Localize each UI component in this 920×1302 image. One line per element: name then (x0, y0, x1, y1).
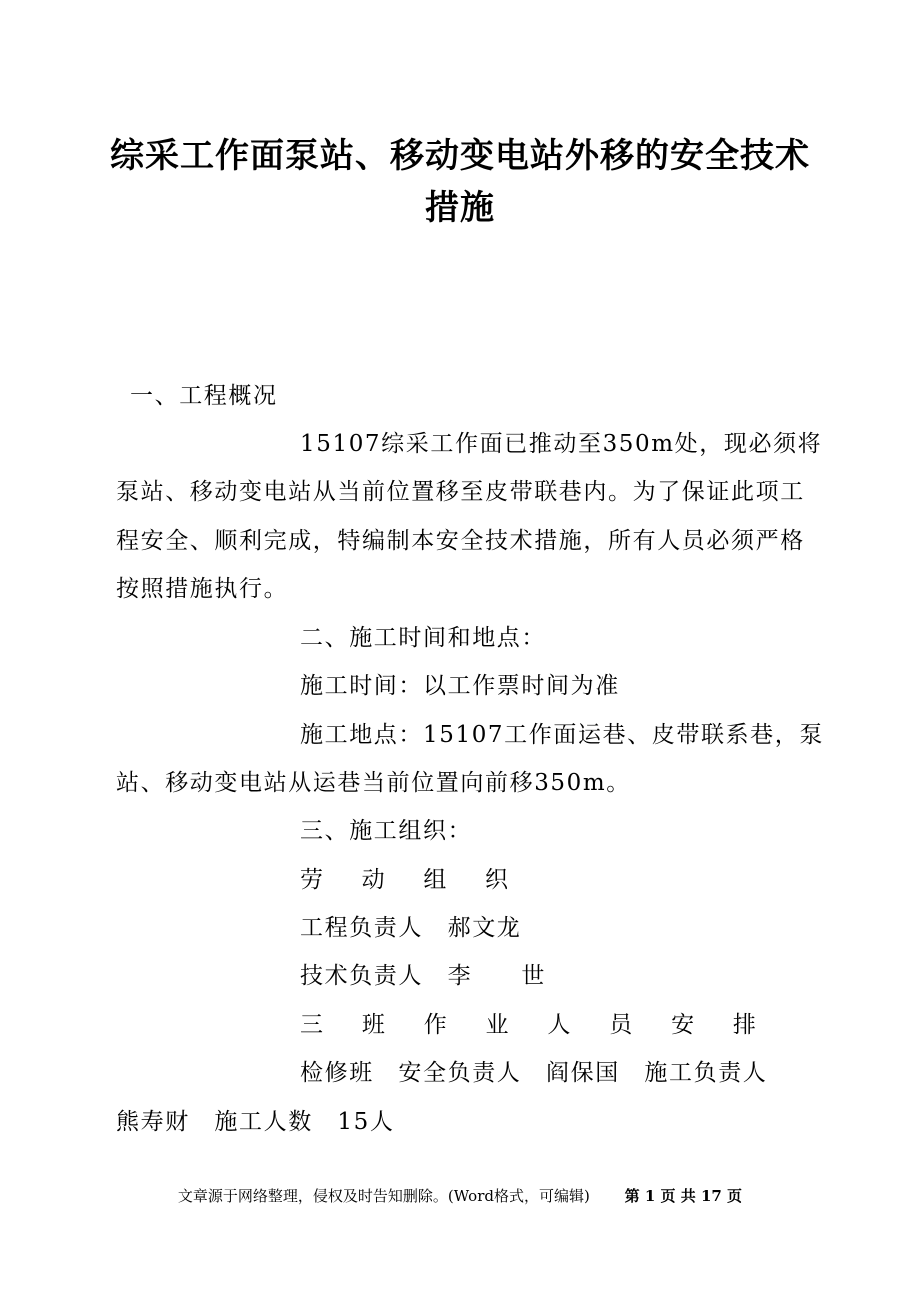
spaced-character: 劳 (300, 867, 323, 893)
spaced-character: 组 (423, 867, 447, 893)
spaced-character: 班 (361, 1012, 385, 1038)
page-footer (0, 1184, 920, 1208)
document-title-line1: 综采工作面泵站、移动变电站外移的安全技术 (110, 136, 810, 176)
section-heading-organization: 三、施工组织： (300, 818, 473, 844)
spaced-character: 业 (485, 1012, 509, 1038)
paragraph-line: 按照措施执行。 (116, 576, 289, 602)
paragraph-line: 程安全、顺利完成，特编制本安全技术措施，所有人员必须严格 (116, 528, 805, 554)
section-heading-time-place: 二、施工时间和地点： (300, 625, 546, 651)
labor-organization-heading (300, 863, 508, 897)
page-indicator: 第 1 页 共 17 页 (624, 1187, 743, 1205)
spaced-character: 作 (423, 1012, 447, 1038)
spaced-character: 三 (300, 1012, 323, 1038)
spaced-character: 员 (609, 1012, 633, 1038)
paragraph-line: 15107综采工作面已推动至350m处，现必须将 (300, 431, 823, 457)
shift-arrangement-heading (300, 1008, 756, 1042)
project-manager: 工程负责人 郝文龙 (300, 915, 522, 941)
construction-time: 施工时间：以工作票时间为准 (300, 673, 620, 699)
document-title-line2: 措施 (425, 188, 495, 228)
spaced-character: 人 (547, 1012, 571, 1038)
construction-place-continued: 站、移动变电站从运巷当前位置向前移350m。 (116, 770, 631, 796)
technical-manager: 技术负责人 李 世 (300, 963, 546, 989)
maintenance-shift-line: 检修班 安全负责人 阎保国 施工负责人 (300, 1060, 768, 1086)
paragraph-line: 泵站、移动变电站从当前位置移至皮带联巷内。为了保证此项工 (116, 479, 805, 505)
footer-note: 文章源于网络整理，侵权及时告知删除。(Word格式，可编辑) (177, 1187, 590, 1205)
section-heading-overview: 一、工程概况 (130, 383, 278, 409)
spaced-character: 排 (732, 1012, 756, 1038)
spaced-character: 安 (671, 1012, 695, 1038)
spaced-character: 织 (484, 867, 508, 893)
construction-place: 施工地点：15107工作面运巷、皮带联系巷，泵 (300, 722, 824, 748)
spaced-character: 动 (361, 867, 385, 893)
maintenance-shift-line-continued: 熊寿财 施工人数 15人 (116, 1109, 395, 1135)
